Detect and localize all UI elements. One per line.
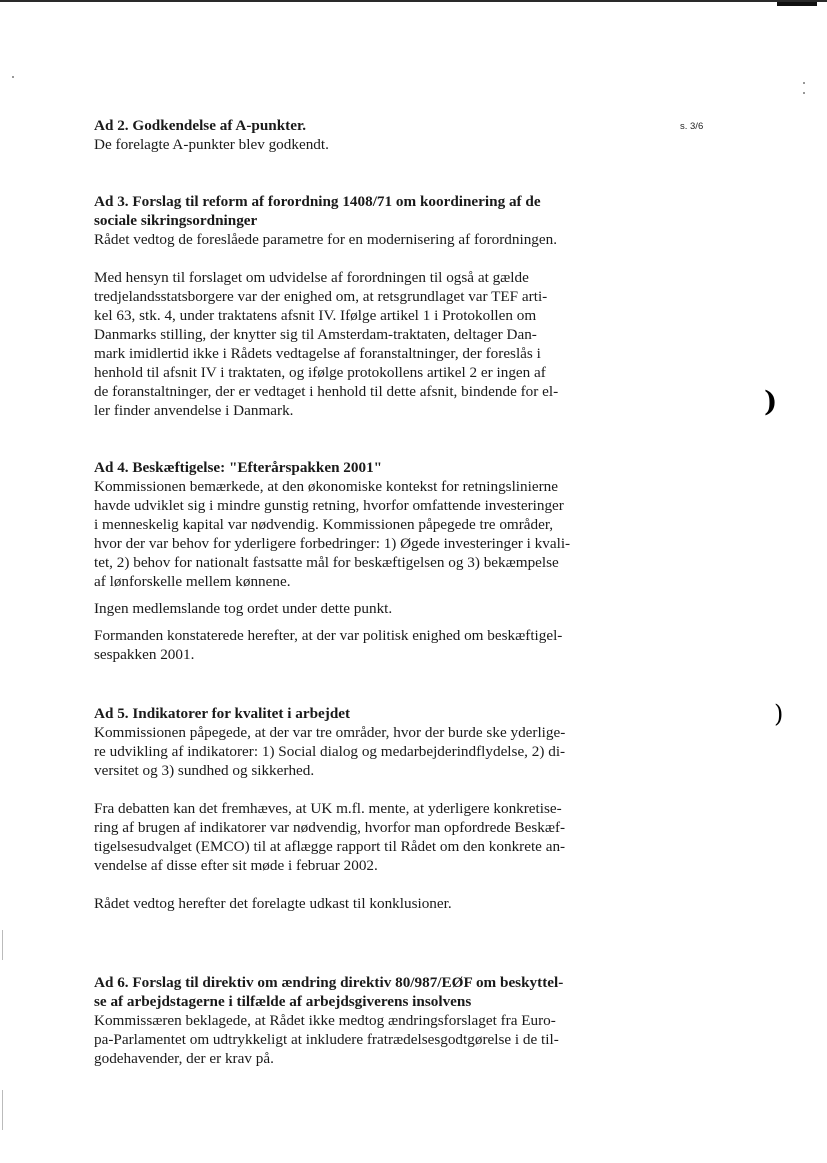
text-line: hvor der var behov for yderligere forbedringer: 1) Øgede investeringer i kvali- [94, 535, 571, 552]
top-border-mark [777, 2, 817, 6]
punch-hole-mark: ) [764, 385, 778, 418]
text-line: Kommissionen påpegede, at der var tre områder, hvor der burde ske yderlige- [94, 724, 566, 741]
text-line: havde udviklet sig i mindre gunstig retning, hvorfor omfattende investeringer [94, 497, 564, 514]
text-line: ler finder anvendelse i Danmark. [94, 402, 294, 419]
scan-speck [12, 76, 14, 78]
text-line: sespakken 2001. [94, 646, 195, 663]
section-heading: Ad 4. Beskæftigelse: "Efterårspakken 2001" [94, 459, 383, 476]
section-ad-6 [94, 973, 614, 1068]
top-border-line [0, 0, 827, 5]
section-heading: Ad 3. Forslag til reform af forordning 1408/71 om koordinering af de [94, 193, 541, 210]
text-line: Kommissionen bemærkede, at den økonomiske kontekst for retningslinierne [94, 478, 558, 495]
punch-hole-mark: ) [774, 700, 784, 728]
text-line: tredjelandsstatsborgere var der enighed om, at retsgrundlaget var TEF arti- [94, 288, 548, 305]
scan-margin-line [2, 930, 3, 960]
text-line: Fra debatten kan det fremhæves, at UK m.fl. mente, at yderligere konkretise- [94, 800, 562, 817]
text-line: ring af brugen af indikatorer var nødvendig, hvorfor man opfordrede Beskæf- [94, 819, 566, 836]
text-line: Danmarks stilling, der knytter sig til Amsterdam-traktaten, deltager Dan- [94, 326, 537, 343]
text-line: Med hensyn til forslaget om udvidelse af forordningen til også at gælde [94, 269, 529, 286]
text-line: mark imidlertid ikke i Rådets vedtagelse af foranstaltninger, der foreslås i [94, 345, 541, 362]
section-ad-2 [94, 116, 614, 154]
section-heading: sociale sikringsordninger [94, 212, 258, 229]
section-ad-3 [94, 192, 614, 420]
text-line: vendelse af disse efter sit møde i februar 2002. [94, 857, 378, 874]
text-line: kel 63, stk. 4, under traktatens afsnit IV. Ifølge artikel 1 i Protokollen om [94, 307, 537, 324]
scan-speck [803, 82, 805, 84]
section-ad-4 [94, 458, 614, 664]
text-line: Formanden konstaterede herefter, at der var politisk enighed om beskæftigel- [94, 627, 563, 644]
scan-speck [803, 92, 805, 94]
text-line: re udvikling af indikatorer: 1) Social dialog og medarbejderindflydelse, 2) di- [94, 743, 566, 760]
section-heading: Ad 2. Godkendelse af A-punkter. [94, 117, 307, 134]
text-line: tigelsesudvalget (EMCO) til at aflægge rapport til Rådet om den konkrete an- [94, 838, 566, 855]
text-line: pa-Parlamentet om udtrykkeligt at inkludere fratrædelsesgodtgørelse i de til- [94, 1031, 559, 1048]
text-line: Rådet vedtog de foreslåede parametre for en modernisering af forordningen. [94, 231, 558, 248]
text-line: af lønforskelle mellem kønnene. [94, 573, 291, 590]
text-line: Rådet vedtog herefter det forelagte udkast til konklusioner. [94, 895, 452, 912]
page-number: s. 3/6 [680, 121, 704, 132]
text-line: i menneskelig kapital var nødvendig. Kommissionen påpegede tre områder, [94, 516, 554, 533]
text-line: De forelagte A-punkter blev godkendt. [94, 136, 329, 153]
text-line: de foranstaltninger, der er vedtaget i henhold til dette afsnit, bindende for el- [94, 383, 559, 400]
text-line: versitet og 3) sundhed og sikkerhed. [94, 762, 315, 779]
text-line: Ingen medlemslande tog ordet under dette punkt. [94, 600, 393, 617]
section-heading: Ad 5. Indikatorer for kvalitet i arbejdet [94, 705, 351, 722]
text-line: godehavender, der er krav på. [94, 1050, 274, 1067]
section-heading: Ad 6. Forslag til direktiv om ændring direktiv 80/987/EØF om beskyttel- [94, 974, 564, 991]
text-line: tet, 2) behov for nationalt fastsatte mål for beskæftigelsen og 3) bekæmpelse [94, 554, 559, 571]
section-ad-5 [94, 704, 614, 913]
text-line: henhold til afsnit IV i traktaten, og ifølge protokollens artikel 2 er ingen af [94, 364, 546, 381]
scan-margin-line [2, 1090, 3, 1130]
section-heading: se af arbejdstagerne i tilfælde af arbejdsgiverens insolvens [94, 993, 472, 1010]
text-line: Kommissæren beklagede, at Rådet ikke medtog ændringsforslaget fra Euro- [94, 1012, 556, 1029]
